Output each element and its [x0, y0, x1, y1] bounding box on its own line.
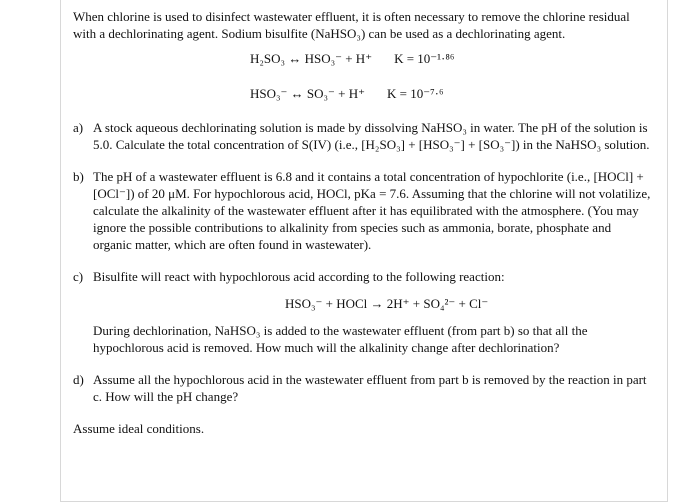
- question-b-text: The pH of a wastewater effluent is 6.8 and it contains a total concentration of hypochlorite (i.e., [HOCl] + [OCl⁻]) of 20 μM. For hypochlorous acid, HOCl, pKa = 7.6. Assuming that the chlorine will not volatilize, calculate the alkalinity of the wastewater effluent after it has equilibrated with the atmosphere. (You may ignore the possible contributions to alkalinity from species such as ammonia, borate, phosphate and organic matter, which are often found in wastewater).: [93, 169, 651, 252]
- equation-1: [73, 50, 653, 67]
- equation-1-reaction: H₂SO₃ ↔ HSO₃⁻ + H⁺: [250, 51, 373, 66]
- question-c-marker: c): [73, 269, 84, 284]
- outro-paragraph: Assume ideal conditions.: [73, 421, 205, 436]
- question-b: [73, 168, 653, 253]
- question-d-text: Assume all the hypochlorous acid in the wastewater effluent from part b is removed by the reaction in part c. How will the pH change?: [93, 372, 647, 404]
- equation-1-constant: K = 10⁻¹·⁸⁶: [394, 51, 455, 66]
- question-d-marker: d): [73, 372, 84, 387]
- question-a-marker: a): [73, 120, 84, 135]
- equation-3: HSO₃⁻ + HOCl → 2H⁺ + SO₄²⁻ + Cl⁻: [285, 296, 489, 311]
- equation-2-reaction: HSO₃⁻ ↔ SO₃⁻ + H⁺: [250, 86, 365, 101]
- question-c-text-2: During dechlorination, NaHSO₃ is added to the wastewater effluent (from part b) so that all the hypochlorous acid is removed. How much will the alkalinity change after dechlorination?: [93, 323, 588, 355]
- equation-2-constant: K = 10⁻⁷·⁶: [387, 86, 444, 101]
- question-a: [73, 119, 653, 153]
- question-a-text: A stock aqueous dechlorinating solution is made by dissolving NaHSO₃ in water. The pH of the solution is 5.0. Calculate the total concentration of S(IV) (i.e., [H₂SO₃] + [HSO₃⁻] + [SO₃⁻]) in the NaHSO₃ solution.: [93, 120, 650, 152]
- equation-2: [73, 85, 653, 102]
- problem-text: [73, 8, 653, 437]
- question-c-text: Bisulfite will react with hypochlorous acid according to the following reaction:: [93, 269, 505, 284]
- intro-paragraph: When chlorine is used to disinfect wastewater effluent, it is often necessary to remove the chlorine residual with a dechlorinating agent. Sodium bisulfite (NaHSO₃) can be used as a dechlorinating agent.: [73, 9, 630, 41]
- question-d: [73, 371, 653, 405]
- question-c-body: [93, 268, 653, 356]
- question-c: [73, 268, 653, 356]
- question-b-marker: b): [73, 169, 84, 184]
